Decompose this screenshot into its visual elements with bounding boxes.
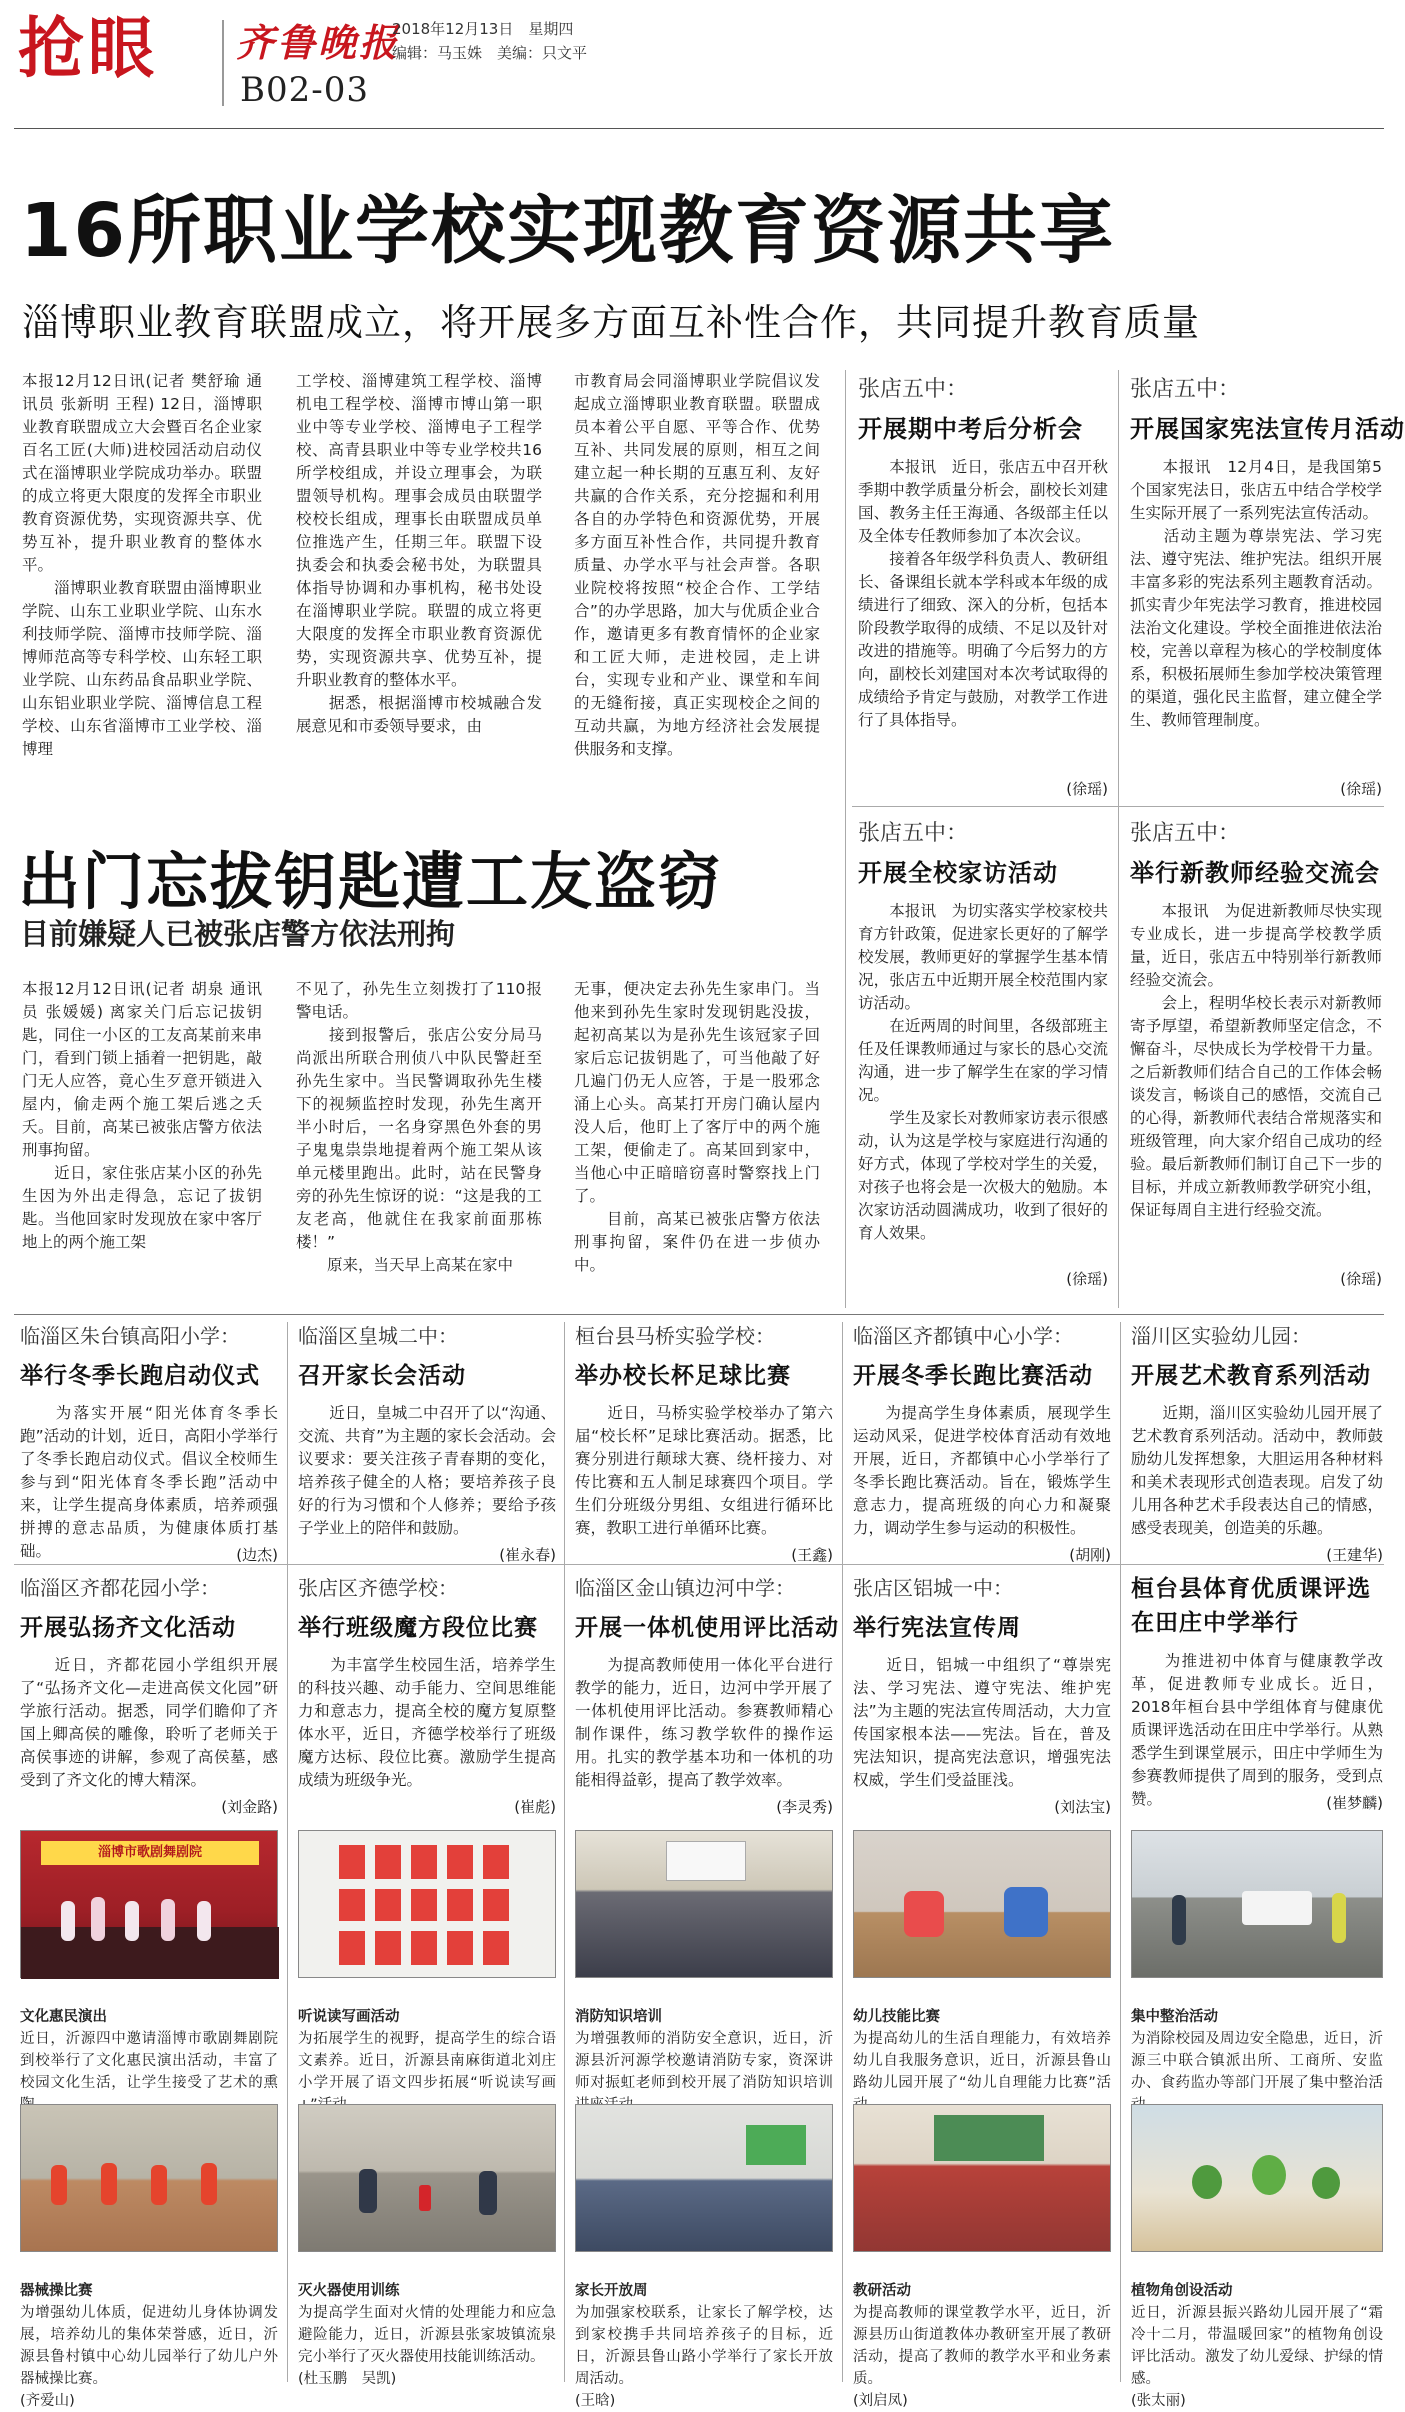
brief-author: (李灵秀): [776, 1798, 833, 1816]
brief-school: 桓台县马桥实验学校：: [575, 1324, 775, 1348]
brief-body: 为提高教师使用一体化平台进行教学的能力，近日，边河中学开展了一体机使用评比活动。参赛教师精心制作课件，练习教学软件的操作运用。扎实的教学基本功和一体机的功能相得益彰，提高了教学效率。: [575, 1656, 833, 1789]
caption-title: 教研活动: [853, 2283, 911, 2299]
bottom-grid-rule: [14, 1314, 1384, 1315]
brief-title: 开展一体机使用评比活动: [575, 1615, 839, 1641]
brief-school: 临淄区朱台镇高阳小学：: [20, 1324, 240, 1348]
brief-school: 张店五中：: [858, 821, 969, 846]
brief-author: (王鑫): [791, 1546, 833, 1564]
brief-author: (刘法宝): [1054, 1798, 1111, 1816]
brief-item: [20, 1572, 278, 1822]
lead-subhead: 淄博职业教育联盟成立，将开展多方面互补性合作，共同提升教育质量: [22, 301, 1200, 344]
brief-body: 本报讯 为切实落实学校家校共育方针政策，促进家长更好的了解学校发展，教师更好的掌握学生基本情况，张店五中近期开展全校范围内家访活动。 在近两周的时间里，各级部班主任及任课教师通过与家长的恳心交流沟通，进一步了解学生在家的学习情况。 学生及家长对教师家访表示很感动，认为这是学校与家庭进行沟通的好方式，体现了学校对学生的关爱，对孩子也将会是一次极大的勉励。本次家访活动圆满成功，收到了很好的育人效果。: [858, 902, 1108, 1242]
brief-item: [853, 1572, 1111, 1822]
caption-body: 为增强教师的消防安全意识，近日，沂源县沂河源学校邀请消防专家，资深讲师对振虹老师到校开展了消防知识培训: [575, 2031, 833, 2091]
photo-caption: [853, 1984, 1111, 2092]
brief-school: 临淄区齐都花园小学：: [20, 1576, 220, 1600]
brief-body: 为提高学生身体素质，展现学生运动风采，促进学校体育活动有效地开展，近日，齐都镇中心小学举行了冬季长跑比赛活动。旨在，锻炼学生意志力，提高班级的向心力和凝聚力，调动学生参与运动的积极性。: [853, 1404, 1111, 1537]
brief-body: 近日，皇城二中召开了以“沟通、交流、共育”为主题的家长会活动。会议要求：要关注孩子青春期的变化，培养孩子健全的人格；要培养孩子良好的行为习惯和个人修养；要给予孩子学业上的陪伴和鼓励。: [298, 1404, 556, 1537]
photo-lecture-hall: [575, 1830, 833, 1978]
brief-title: 举行班级魔方段位比赛: [298, 1615, 538, 1641]
caption-body: 近日，沂源县振兴路幼儿园开展了“霜冷十二月，带温暖回家”的植物角创设评比活动。激发了幼儿爱绿、护绿的情感。: [1131, 2305, 1383, 2387]
paper-logo: 齐鲁晚报: [236, 20, 401, 65]
photo-fire-drill: [298, 2104, 556, 2252]
caption-body: 为消除校园及周边安全隐患，近日，沂源三中联合镇派出所、工商所、安监办、食药监办等部门开展了集中整治活: [1131, 2031, 1383, 2091]
caption-author: (杜玉鹏 吴凯): [298, 2371, 397, 2387]
brief-school: 临淄区皇城二中：: [298, 1324, 458, 1348]
header-divider: [222, 20, 224, 106]
lead-col-2: 工学校、淄博建筑工程学校、淄博机电工程学校、淄博市博山第一职业中等专业学校、淄博电子工程学校、高青县职业中等专业学校共16所学校组成，并设立理事会，为联盟领导机构。理事会成员由联盟学校校长组成，理事长由联盟成员单位推选产生，任期三年。联盟下设执委会和执委会秘书处，为联盟具体指导协调和办事机构，秘书处设在淄博职业学院。联盟的成立将更大限度的发挥全市职业教育资源优势，实现资源共享、优势互补，提升职业教育的整体水平。 据悉，根据淄博市校城融合发展意见和市委领导要求，由: [296, 372, 542, 735]
theft-subhead: 目前嫌疑人已被张店警方依法刑拘: [20, 917, 456, 951]
brief-author: (王建华): [1326, 1546, 1383, 1564]
issue-date: 2018年12月13日 星期四: [392, 20, 574, 38]
brief-title: 开展冬季长跑比赛活动: [853, 1363, 1093, 1389]
theft-col-1: 本报12月12日讯(记者 胡泉 通讯员 张媛媛) 离家关门后忘记拔钥匙，同住一小区的工友高某前来串门，看到门锁上插着一把钥匙，敲门无人应答，竟心生歹意开锁进入屋内，偷走两个施工架后逃之夭夭。目前，高某已被张店警方依法刑事拘留。 近日，家住张店某小区的孙先生因为外出走得急，忘记了拔钥匙。当他回家时发现放在家中客厅地上的两个施工架: [22, 980, 262, 1251]
brief-body: 为落实开展“阳光体育冬季长跑”活动的计划，近日，高阳小学举行了冬季长跑启动仪式。倡议全校师生参与到“阳光体育冬季长跑”活动中来，让学生提高身体素质，培养顽强拼搏的意志品质，为健康体质打基础。: [20, 1404, 278, 1560]
photo-plant-corner: [1131, 2104, 1383, 2252]
lead-col-3: 市教育局会同淄博职业学院倡议发起成立淄博职业教育联盟。联盟成员本着公平自愿、平等合作、优势互补、共同发展的原则，相互之间建立起一种长期的互惠互利、友好共赢的合作关系，充分挖掘和利用各自的办学特色和资源优势，开展多方面互补性合作，共同提升教育质量、办学水平与社会声誉。各职业院校将按照“校企合作、工学结合”的办学思路，加大与优质企业合作，邀请更多有教育情怀的企业家和工匠大师，走进校园，走上讲台，实现专业和产业、课堂和车间的无缝衔接，真正实现校企之间的互动共赢，为地方经济社会发展提供服务和支撑。: [574, 372, 820, 758]
brief-school: 张店区铝城一中：: [853, 1576, 1013, 1600]
brief-item: [858, 816, 1108, 1302]
brief-author: (崔梦麟): [1326, 1794, 1383, 1812]
caption-body: 为拓展学生的视野，提高学生的综合语文素养。近日，沂源县南麻街道北刘庄小学开展了语文四步拓展“听说读写画: [298, 2031, 556, 2091]
right-column-divider: [845, 370, 846, 1308]
brief-body: 近日，马桥实验学校举办了第六届“校长杯”足球比赛活动。据悉，比赛分别进行颠球大赛、绕杆接力、对传比赛和五人制足球赛四个项目。学生们分班级分男组、女组进行循环比赛，教职工进行单循环比赛。: [575, 1404, 833, 1537]
brief-title: 举行新教师经验交流会: [1130, 859, 1380, 887]
brief-item: [1131, 1320, 1383, 1564]
brief-title: 开展艺术教育系列活动: [1131, 1363, 1371, 1389]
photo-caption: [575, 2258, 833, 2409]
brief-title: 开展期中考后分析会: [858, 415, 1083, 443]
brief-school: 临淄区齐都镇中心小学：: [853, 1324, 1073, 1348]
brief-school: 张店五中：: [1130, 377, 1241, 402]
caption-title: 消防知识培训: [575, 2009, 662, 2025]
theft-headline: 出门忘拔钥匙遭工友盗窃: [18, 845, 723, 918]
grid-divider: [287, 1322, 288, 2382]
brief-author: (边杰): [236, 1546, 278, 1564]
caption-title: 听说读写画活动: [298, 2009, 400, 2025]
brief-body: 本报讯 近日，张店五中召开秋季期中教学质量分析会，副校长刘建国、教务主任王海通、各级部主任以及全体专任教师参加了本次会议。 接着各年级学科负责人、教研组长、备课组长就本学科或本年级的成绩进行了细致、深入的分析，包括本阶段教学取得的成绩、不足以及针对改进的措施等。明确了今后努力的方向，副校长刘建国对本次考试取得的成绩给予肯定与鼓励，对教学工作进行了具体指导。: [858, 458, 1108, 729]
brief-body: 近期，淄川区实验幼儿园开展了艺术教育系列活动。活动中，教师鼓励幼儿发挥想象，大胆运用各种材料和美术表现形式创造表现。启发了幼儿用各种艺术手段表达自己的情感，感受表现美，创造美的乐趣。: [1131, 1404, 1383, 1537]
caption-title: 集中整治活动: [1131, 2009, 1218, 2025]
theft-col-2: 不见了，孙先生立刻拨打了110报警电话。 接到报警后，张店公安分局马尚派出所联合刑侦八中队民警赶至孙先生家中。当民警调取孙先生楼下的视频监控时发现，孙先生离开半小时后，一名身穿黑色外套的男子鬼鬼祟祟地提着两个施工架从该单元楼里跑出。此时，站在民警身旁的孙先生惊讶的说：“这是我的工友老高，他就住在我家前面那栋楼！” 原来，当天早上高某在家中: [296, 980, 542, 1274]
caption-title: 文化惠民演出: [20, 2009, 107, 2025]
brief-school: 张店五中：: [858, 377, 969, 402]
caption-body: 为提高幼儿的生活自理能力，有效培养幼儿自我服务意识，近日，沂源县鲁山路幼儿园开展了“幼儿自理能力比赛”活: [853, 2031, 1111, 2091]
brief-body: 近日，齐都花园小学组织开展了“弘扬齐文化—走进高侯文化园”研学旅行活动。据悉，同学们瞻仰了齐国上卿高侯的雕像，聆听了老师关于高侯事迹的讲解，参观了高侯墓，感受到了齐文化的博大精深。: [20, 1656, 278, 1789]
masthead: [0, 0, 1395, 120]
brief-body: 近日，铝城一中组织了“尊崇宪法、学习宪法、遵守宪法、维护宪法”为主题的宪法宣传周活动，大力宣传国家根本法——宪法。旨在，普及宪法知识，提高宪法意识，增强宪法权威，学生们受益匪浅。: [853, 1656, 1111, 1789]
lead-headline: 16所职业学校实现教育资源共享: [20, 188, 1115, 274]
photo-performance: [20, 1830, 278, 1978]
photo-street-inspection: [1131, 1830, 1383, 1978]
photo-caption: [298, 1984, 556, 2092]
brief-body: 为丰富学生校园生活，培养学生的科技兴趣、动手能力、空间思维能力和意志力，提高全校的魔方复原整体水平，近日，齐德学校举行了班级魔方达标、段位比赛。激励学生提高成绩为班级争光。: [298, 1656, 556, 1789]
brief-title: 举办校长杯足球比赛: [575, 1363, 791, 1389]
caption-title: 幼儿技能比赛: [853, 2009, 940, 2025]
brief-school: 淄川区实验幼儿园：: [1131, 1324, 1311, 1348]
brief-author: (崔永春): [499, 1546, 556, 1564]
caption-body: 近日，沂源四中邀请淄博市歌剧舞剧院到校举行了文化惠民演出活动，丰富了校园文化生活，让学生接受了艺术的熏: [20, 2031, 278, 2091]
photo-caption: [20, 1984, 278, 2092]
photo-caption: [20, 2258, 278, 2409]
caption-body: 为加强家校联系，让家长了解学校，达到家校携手共同培养孩子的目标，近日，沂源县鲁山路小学举行了家长开放周活动。: [575, 2305, 833, 2387]
brief-item: [575, 1320, 833, 1564]
brief-school: 张店五中：: [1130, 821, 1241, 846]
right-inner-divider: [1118, 370, 1119, 1308]
brief-item: [1130, 372, 1405, 800]
brief-author: (徐瑶): [1340, 1270, 1382, 1288]
brief-item: [20, 1320, 278, 1564]
brief-title: 开展国家宪法宣传月活动: [1130, 415, 1405, 443]
photo-kids-skills: [853, 1830, 1111, 1978]
brief-author: (刘金路): [221, 1798, 278, 1816]
caption-author: (齐爱山): [20, 2393, 75, 2409]
brief-item: [575, 1572, 839, 1822]
photo-caption: [853, 2258, 1111, 2409]
header-rule: [14, 128, 1384, 129]
brief-school: 张店区齐德学校：: [298, 1576, 458, 1600]
editor-credits: 编辑：马玉姝 美编：只文平: [392, 44, 588, 62]
grid-divider: [1120, 1322, 1121, 2382]
page-code: B02-03: [240, 70, 370, 110]
caption-author: (刘启凤): [853, 2393, 908, 2409]
theft-col-3: 无事，便决定去孙先生家串门。当他来到孙先生家时发现钥匙没拔，起初高某以为是孙先生该冠家子回家后忘记拔钥匙了，可当他敲了好几遍门仍无人应答，于是一股邪念涌上心头。高某打开房门确认屋内没人后，他盯上了客厅中的两个施工架，便偷走了。高某回到家中，当他心中正暗暗窃喜时警察找上门了。 目前，高某已被张店警方依法刑事拘留，案件仍在进一步侦办中。: [574, 980, 820, 1274]
caption-author: (王晗): [575, 2393, 616, 2409]
brief-author: (徐瑶): [1066, 1270, 1108, 1288]
brief-item: [1130, 816, 1382, 1302]
section-title: 抢眼: [18, 9, 158, 87]
photo-caption: [1131, 1984, 1383, 2092]
lead-col-1: 本报12月12日讯(记者 樊舒瑜 通讯员 张新明 王程) 12日，淄博职业教育联盟成立大会暨百名企业家百名工匠(大师)进校园活动启动仪式在淄博职业学院成功举办。联盟的成立将更大限度的发挥全市职业教育资源优势，实现资源共享、优势互补，提升职业教育的整体水平。 淄博职业教育联盟由淄博职业学院、山东工业职业学院、山东水利技师学院、淄博市技师学院、淄博师范高等专科学校、山东轻工职业学院、山东药品食品职业学院、山东铝业职业学院、淄博信息工程学校、山东省淄博市工业学校、淄博理: [22, 372, 262, 758]
photo-caption: [575, 1984, 833, 2092]
caption-title: 家长开放周: [575, 2283, 648, 2299]
right-mid-rule: [852, 806, 1384, 807]
caption-body: 为增强幼儿体质，促进幼儿身体协调发展，培养幼儿的集体荣誉感，近日，沂源县鲁村镇中心幼儿园举行了幼儿户外器械操比赛。: [20, 2305, 278, 2387]
brief-author: (徐瑶): [1340, 780, 1382, 798]
brief-author: (胡刚): [1069, 1546, 1111, 1564]
brief-body: 为推进初中体育与健康教学改革，促进教师专业成长。近日，2018年桓台县中学组体育与健康优质课评选活动在田庄中学举行。从熟悉学生到课堂展示，田庄中学师生为参赛教师提供了周到的服务，受到点赞。: [1131, 1652, 1383, 1808]
brief-title: 桓台县体育优质课评选在田庄中学举行: [1131, 1576, 1371, 1636]
photo-teaching-research: [853, 2104, 1111, 2252]
brief-body: 本报讯 为促进新教师尽快实现专业成长，进一步提高学校教学质量，近日，张店五中特别举行新教师经验交流会。 会上，程明华校长表示对新教师寄予厚望，希望新教师坚定信念，不懈奋斗，尽快成长为学校骨干力量。之后新教师们结合自己的工作体会畅谈发言，畅谈自己的感悟，交流自己的心得，新教师代表结合常规落实和班级管理，向大家介绍自己成功的经验。最后新教师们制订自己下一步的目标，并成立新教师教学研究小组，保证每周自主进行经验交流。: [1130, 902, 1382, 1219]
brief-author: (崔彪): [514, 1798, 556, 1816]
brief-title: 举行宪法宣传周: [853, 1615, 1021, 1641]
photo-caption: [1131, 2258, 1383, 2409]
photo-open-class: [575, 2104, 833, 2252]
brief-title: 举行冬季长跑启动仪式: [20, 1363, 260, 1389]
brief-item: [853, 1320, 1111, 1564]
brief-author: (徐瑶): [1066, 780, 1108, 798]
caption-title: 器械操比赛: [20, 2283, 93, 2299]
brief-title: 开展弘扬齐文化活动: [20, 1615, 236, 1641]
caption-title: 灭火器使用训练: [298, 2283, 400, 2299]
brief-item: [858, 372, 1108, 800]
brief-title: 开展全校家访活动: [858, 859, 1058, 887]
brief-body: 本报讯 12月4日，是我国第5个国家宪法日，张店五中结合学校学生实际开展了一系列宪法宣传活动。 活动主题为尊崇宪法、学习宪法、遵守宪法、维护宪法。组织开展丰富多彩的宪法系列主题教育活动。抓实青少年宪法学习教育，推进校园法治文化建设。学校全面推进依法治校，完善以章程为核心的学校制度体系，积极拓展师生参加学校决策管理的渠道，强化民主监督，建立健全学生、教师管理制度。: [1130, 458, 1382, 729]
photo-exercise: [20, 2104, 278, 2252]
brief-title: 召开家长会活动: [298, 1363, 466, 1389]
photo-caption: [298, 2258, 556, 2387]
grid-divider: [564, 1322, 565, 2382]
caption-body: 为提高学生面对火情的处理能力和应急避险能力，近日，沂源县张家坡镇流泉完小举行了灭火器使用技能训练活动。: [298, 2305, 556, 2365]
brief-item: [298, 1572, 556, 1822]
photo-class-portraits: [298, 1830, 556, 1978]
caption-body: 为提高教师的课堂教学水平，近日，沂源县历山街道教体办教研室开展了教研活动，提高了教师的教学水平和业务素质。: [853, 2305, 1111, 2387]
caption-title: 植物角创设活动: [1131, 2283, 1233, 2299]
grid-divider: [842, 1322, 843, 2382]
brief-school: 临淄区金山镇边河中学：: [575, 1576, 795, 1600]
brief-item: [1131, 1572, 1383, 1822]
stage-banner: 淄博市歌剧舞剧院: [41, 1841, 259, 1865]
brief-item: [298, 1320, 556, 1564]
caption-author: (张太丽): [1131, 2393, 1186, 2409]
